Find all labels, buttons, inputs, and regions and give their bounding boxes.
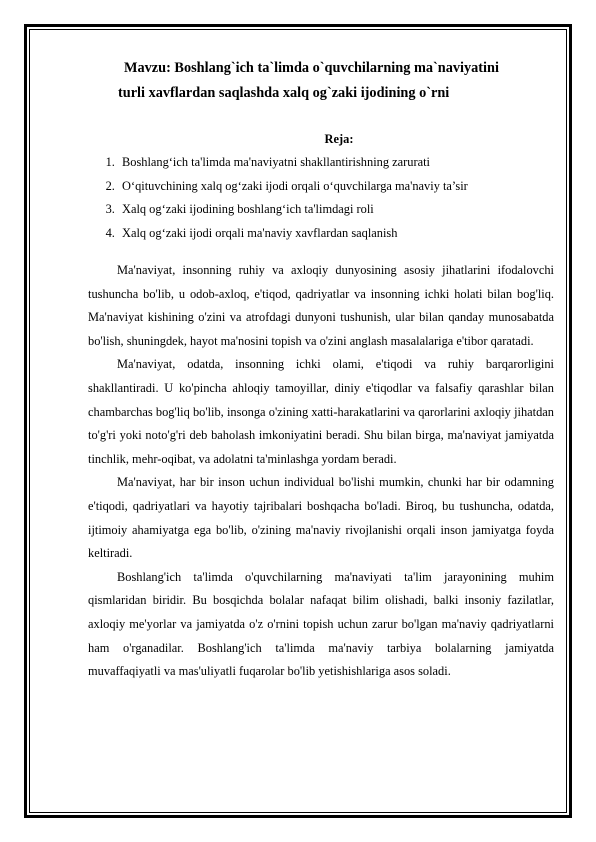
paragraph: Ma'naviyat, odatda, insonning ichki olami, e'tiqodi va ruhiy barqarorligini shakllantiradi. U ko'pincha ahloqiy tamoyillar, diniy e'tiqodlar va falsafiy qarashlar bilan chambarchas bog'liq bo'lib, insonga o'zining xatti-harakatlarini va qarorlarini axloqiy jihatdan to'g'ri yoki noto'g'ri deb baholash imkoniyatini beradi. Shu bilan birga, ma'naviyat jamiyatda tinchlik, mehr-oqibat, va adolatni ta'minlashga yordam beradi. [88, 357, 554, 466]
document-content [88, 56, 554, 684]
paragraph: Ma'naviyat, insonning ruhiy va axloqiy dunyosining asosiy jihatlarini ifodalovchi tushuncha bo'lib, u odob-axloq, e'tiqod, qadriyatlar va insonning ichki holati bilan bog'liq. Ma'naviyat kishining o'zini va atrofdagi dunyoni tushunish, ular bilan qanday munosabatda bo'lish, shuningdek, hayot ma'nosini topish va o'zini anglash masalalariga e'tibor qaratadi. [88, 263, 554, 348]
paragraph: Boshlang'ich ta'limda o'quvchilarning ma'naviyati ta'lim jarayonining muhim qismlaridan biridir. Bu bosqichda bolalar nafaqat bilim olishadi, balki insoniy fazilatlar, axloqiy me'yorlar va jamiyatda o'z o'rnini topish uchun zarur bo'lgan ma'naviy qadriyatlarni ham o'rganadilar. Boshlang'ich ta'limda ma'naviy tarbiya bolalarning jamiyatda muvaffaqiyatli va mas'uliyatli fuqarolar bo'lib yetishishlariga asos soladi. [88, 569, 554, 679]
plan-item: 3. Xalq og‘zaki ijodining boshlang‘ich ta'limdagi roli [118, 198, 554, 222]
title-line-1: Mavzu: Boshlang`ich ta`limda o`quvchilarning ma`naviyatini [124, 60, 499, 76]
paragraph: Ma'naviyat, har bir inson uchun individual bo'lishi mumkin, chunki har bir odamning e'tiqodi, qadriyatlari va hayotiy tajribalari boshqacha bo'ladi. Biroq, bu tushuncha, odatda, ijtimoiy ahamiyatga ega bo'lib, o'zining ma'naviy rivojlanishi orqali inson jamiyatga foyda keltiradi. [88, 475, 554, 561]
title-line-2: turli xavflardan saqlashda xalq og`zaki ijodining o`rni [118, 85, 450, 101]
plan-item: 2. O‘qituvchining xalq og‘zaki ijodi orqali o‘quvchilarga ma'naviy ta’sir [118, 175, 554, 199]
plan-item: 1. Boshlang‘ich ta'limda ma'naviyatni shakllantirishning zarurati [118, 151, 554, 175]
plan-item: 4. Xalq og‘zaki ijodi orqali ma'naviy xavflardan saqlanish [118, 222, 554, 246]
plan-list [88, 151, 554, 245]
document-title [88, 56, 554, 106]
plan-heading: Reja: [324, 132, 354, 146]
body-text [88, 259, 554, 684]
